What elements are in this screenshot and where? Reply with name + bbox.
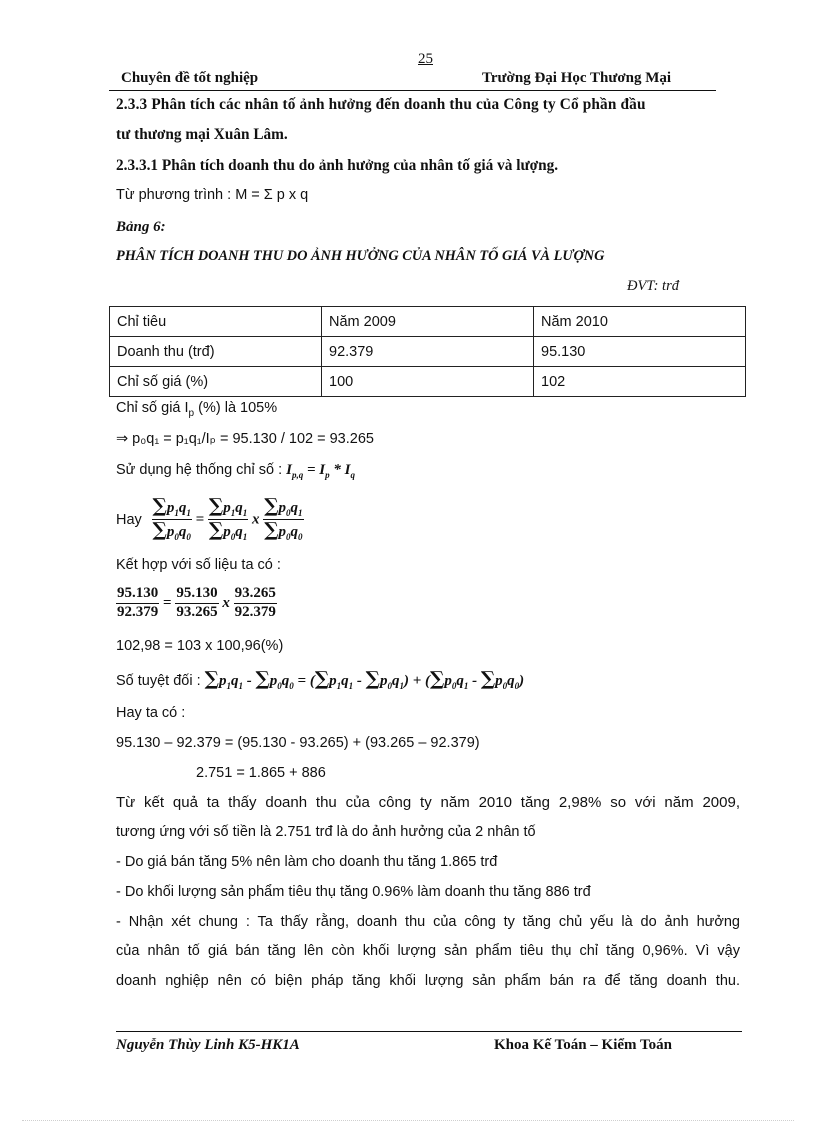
calc-line: ⇒ p₀q₁ = p₁q₁/Iₚ = 95.130 / 102 = 93.265 <box>116 431 374 447</box>
header-right: Trường Đại Học Thương Mại <box>482 70 672 86</box>
footer-rule <box>116 1031 742 1032</box>
footer-left: Nguyễn Thùy Linh K5-HK1A <box>116 1037 300 1053</box>
table-header-cell: Năm 2009 <box>322 307 534 337</box>
price-index-line <box>116 400 277 419</box>
fraction-numeric-price: $\frac{95.130}{93.265}$ <box>176 585 218 620</box>
paragraph-line: tương ứng với số tiền là 2.751 trđ là do ảnh hưởng của 2 nhân tố <box>116 824 536 840</box>
table-row <box>110 337 746 367</box>
bullet-quantity: - Do khối lượng sản phẩm tiêu thụ tăng 0.96% làm doanh thu tăng 886 trđ <box>116 884 591 900</box>
index-system-label: Sử dụng hệ thống chỉ số : <box>116 462 287 478</box>
section-heading-line1: 2.3.3 Phân tích các nhân tố ảnh hưởng đến doanh thu của Công ty Cổ phần đầu <box>116 96 646 113</box>
subsection-heading: 2.3.3.1 Phân tích doanh thu do ảnh hưởng của nhân tố giá và lượng. <box>116 157 559 174</box>
unit-label: ĐVT: trđ <box>627 278 679 294</box>
conclusion-line: - Nhận xét chung : Ta thấy rằng, doanh thu của công ty tăng chủ yếu là do ảnh hưởng <box>116 914 740 930</box>
price-index-sub: p <box>188 407 195 419</box>
table-title: PHÂN TÍCH DOANH THU DO ẢNH HƯỞNG CỦA NHÂN TỐ GIÁ VÀ LƯỢNG <box>116 248 605 264</box>
fraction-numeric-total: $\frac{95.130}{92.379}$ <box>117 585 159 620</box>
section-heading-line2: tư thương mại Xuân Lâm. <box>116 126 288 143</box>
header-rule <box>109 90 716 91</box>
table-row <box>110 367 746 397</box>
revenue-table <box>109 306 746 397</box>
paragraph-line: Từ kết quả ta thấy doanh thu của công ty năm 2010 tăng 2,98% so với năm 2009, <box>116 794 740 811</box>
table-header-cell: Chỉ tiêu <box>110 307 322 337</box>
combine-label: Kết hợp với số liệu ta có : <box>116 557 281 573</box>
table-cell: Chỉ số giá (%) <box>110 367 322 397</box>
hay-label: Hay <box>116 511 142 528</box>
header-left: Chuyên đề tốt nghiệp <box>121 70 259 86</box>
difference-result: 2.751 = 1.865 + 886 <box>196 765 326 781</box>
numeric-formula: $\frac{95.130}{92.379}$ = $\frac{95.130}{93.265}$ x $\frac{93.265}{92.379}$ <box>117 585 276 620</box>
index-system-formula: $I_{p,q} = I_p * I_q$ <box>286 462 355 480</box>
hay-ta-co: Hay ta có : <box>116 705 186 721</box>
footer-right: Khoa Kế Toán – Kiểm Toán <box>494 1037 672 1053</box>
table-header-row <box>110 307 746 337</box>
conclusion-line: doanh nghiệp nên có biện pháp tăng khối lượng sản phẩm bán ra để tăng doanh thu. <box>116 973 740 989</box>
table-cell: 92.379 <box>322 337 534 367</box>
percent-line: 102,98 = 103 x 100,96(%) <box>116 638 284 654</box>
table-cell: 95.130 <box>534 337 746 367</box>
page-number: 25 <box>418 51 433 67</box>
table-cell: 100 <box>322 367 534 397</box>
fraction-quantity: $\frac{\sum p_0q_1}{\sum p_0q_0}$ <box>264 495 303 543</box>
difference-line: 95.130 – 92.379 = (95.130 - 93.265) + (93.265 – 92.379) <box>116 735 480 751</box>
price-index-text: Chỉ số giá I <box>116 400 189 416</box>
table-caption: Bảng 6: <box>116 219 166 235</box>
table-cell: 102 <box>534 367 746 397</box>
hay-formula: Hay $\frac{\sum p_1q_1}{\sum p_0q_0}$ = $\frac{\sum p_1q_1}{\sum p_0q_1}$ x $\frac{\sum p_0q_1}{\sum p_0q_0}$ <box>116 495 303 543</box>
fraction-price: $\frac{\sum p_1q_1}{\sum p_0q_1}$ <box>208 495 248 543</box>
absolute-label: Số tuyệt đối : <box>116 673 205 689</box>
table-cell: Doanh thu (trđ) <box>110 337 322 367</box>
index-system-line <box>116 462 355 480</box>
absolute-formula: Số tuyệt đối : $\sum p_1q_1 - \sum p_0q_0 = (\sum p_1q_1 - \sum p_0q_1) + (\sum p_0q_1 - \sum p_0q_0)$ <box>116 668 525 691</box>
price-index-rest: (%) là 105% <box>194 400 278 416</box>
page-edge <box>22 1120 794 1121</box>
conclusion-line: của nhân tố giá bán tăng lên còn khối lượng sản phẩm tiêu thụ chỉ tăng 0,96%. Vì vậy <box>116 943 740 959</box>
fraction-total: $\frac{\sum p_1q_1}{\sum p_0q_0}$ <box>152 495 191 543</box>
table-header-cell: Năm 2010 <box>534 307 746 337</box>
equation-intro: Từ phương trình : M = Σ p x q <box>116 187 309 203</box>
fraction-numeric-quantity: $\frac{93.265}{92.379}$ <box>234 585 276 620</box>
bullet-price: - Do giá bán tăng 5% nên làm cho doanh thu tăng 1.865 trđ <box>116 854 498 870</box>
